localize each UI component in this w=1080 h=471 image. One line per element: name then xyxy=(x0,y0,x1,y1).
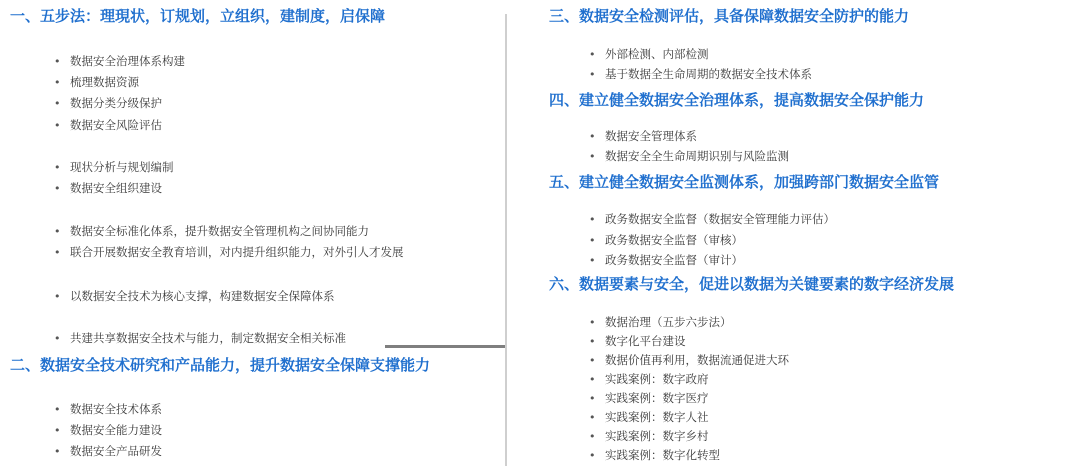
bullet-item: • 数据安全管理体系 xyxy=(589,129,697,143)
section-heading-1: 一、五步法：理現状，订规划，立组织，建制度，启保障 xyxy=(10,7,386,25)
bullet-item: • 政务数据安全监督（审核） xyxy=(589,233,743,247)
right-column xyxy=(509,0,1080,471)
bullet-item: • 数据安全风险评估 xyxy=(54,118,162,132)
bullet-item: • 实践案例：数字化转型 xyxy=(589,448,720,462)
bullet-item: • 政务数据安全监督（审计） xyxy=(589,253,743,267)
bullet-item: • 数字化平台建设 xyxy=(589,334,686,348)
section-heading-5: 五、建立健全数据安全监测体系，加强跨部门数据安全监管 xyxy=(549,173,940,191)
bullet-item: • 实践案例：数字乡村 xyxy=(589,429,709,443)
bullet-item: • 数据安全能力建设 xyxy=(54,423,162,437)
bullet-item: • 数据治理（五步六步法） xyxy=(589,315,732,329)
section-heading-6: 六、数据要素与安全，促进以数据为关键要素的数字经济发展 xyxy=(549,275,955,293)
bullet-item: • 联合开展数据安全教育培训，对内提升组织能力，对外引人才发展 xyxy=(54,245,404,259)
bullet-item: • 现状分析与规划编制 xyxy=(54,160,174,174)
bullet-item: • 实践案例：数字人社 xyxy=(589,410,709,424)
bullet-item: • 数据安全组织建设 xyxy=(54,181,162,195)
bullet-item: • 数据安全全生命周期识别与风险监测 xyxy=(589,149,789,163)
vertical-divider xyxy=(505,14,507,466)
bullet-item: • 以数据安全技术为核心支撑，构建数据安全保障体系 xyxy=(54,289,335,303)
bullet-item: • 实践案例：数字政府 xyxy=(589,372,709,386)
bullet-item: • 数据安全标准化体系，提升数据安全管理机构之间协同能力 xyxy=(54,224,369,238)
bullet-item: • 数据分类分级保护 xyxy=(54,96,162,110)
horizontal-divider xyxy=(385,345,505,348)
section-heading-4: 四、建立健全数据安全治理体系，提高数据安全保护能力 xyxy=(549,91,925,109)
bullet-item: • 实践案例：数字医疗 xyxy=(589,391,709,405)
bullet-item: • 基于数据全生命周期的数据安全技术体系 xyxy=(589,67,812,81)
left-column xyxy=(0,0,505,471)
bullet-item: • 数据安全技术体系 xyxy=(54,402,162,416)
bullet-item: • 数据价值再利用，数据流通促进大环 xyxy=(589,353,789,367)
bullet-item: • 数据安全治理体系构建 xyxy=(54,54,185,68)
bullet-item: • 政务数据安全监督（数据安全管理能力评估） xyxy=(589,212,835,226)
bullet-item: • 梳理数据资源 xyxy=(54,75,139,89)
bullet-item: • 共建共享数据安全技术与能力，制定数据安全相关标准 xyxy=(54,331,346,345)
section-heading-3: 三、数据安全检测评估，具备保障数据安全防护的能力 xyxy=(549,7,910,25)
section-heading-2: 二、数据安全技术研究和产品能力，提升数据安全保障支撑能力 xyxy=(10,356,431,374)
bullet-item: • 外部检测、内部检测 xyxy=(589,47,709,61)
bullet-item: • 数据安全产品研发 xyxy=(54,444,162,458)
